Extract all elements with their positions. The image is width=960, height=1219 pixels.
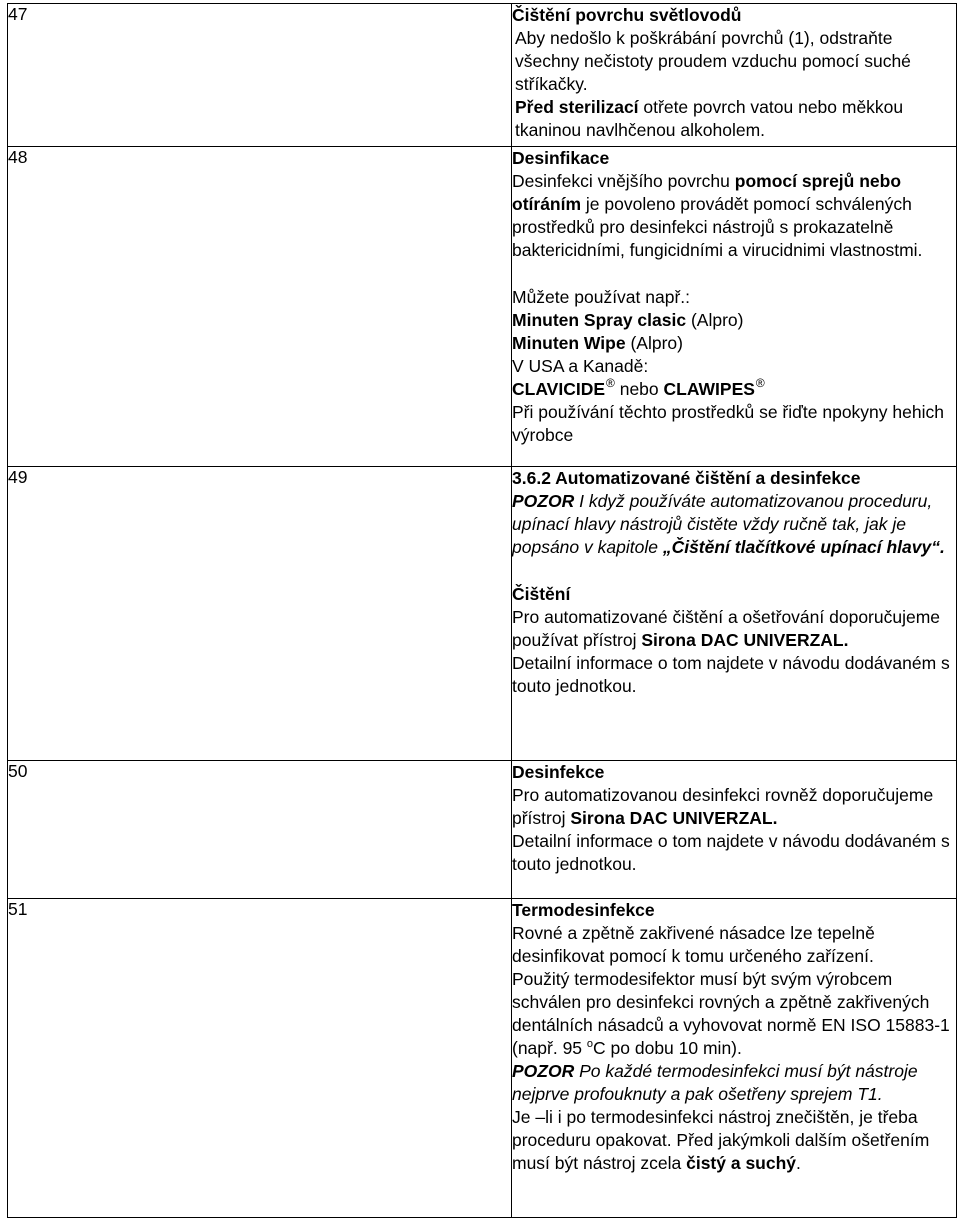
warning-word: POZOR bbox=[512, 1061, 575, 1081]
region-label: V USA a Kanadě: bbox=[512, 356, 649, 376]
paragraph: Detailní informace o tom najdete v návodu dodávaném s touto jednotkou. bbox=[512, 831, 950, 874]
can-use-label: Můžete používat např.: bbox=[512, 287, 691, 307]
text: Po každé termodesinfekci musí být nástroje nejprve profouknuty a pak ošetřeny sprejem T1. bbox=[512, 1061, 918, 1104]
row-number: 51 bbox=[8, 899, 512, 1218]
instructions-table bbox=[7, 3, 957, 1218]
section-title: Čištění povrchu světlovodů bbox=[512, 5, 742, 25]
paragraph bbox=[512, 170, 956, 262]
warning bbox=[512, 1060, 956, 1106]
text: Je –li i po termodesinfekci nástroj znečištěn, je třeba proceduru opakovat. Před jakýmkoli dalším ošetřením musí být nástroj zcela bbox=[512, 1107, 930, 1173]
paragraph: Rovné a zpětně zakřivené násadce lze tepelně desinfikovat pomocí k tomu určeného zařízení. bbox=[512, 923, 875, 966]
device-name: Sirona DAC UNIVERZAL. bbox=[641, 630, 849, 650]
product-item bbox=[512, 378, 956, 401]
product-name: Minuten Spray clasic bbox=[512, 310, 687, 330]
paragraph bbox=[512, 968, 956, 1060]
table-row bbox=[8, 761, 957, 899]
table-row bbox=[8, 147, 957, 467]
row-content bbox=[512, 147, 957, 467]
paragraph: Detailní informace o tom najdete v návodu dodávaném s touto jednotkou. bbox=[512, 653, 950, 696]
paragraph bbox=[512, 96, 956, 142]
subsection-title: Čištění bbox=[512, 584, 571, 604]
row-number: 47 bbox=[8, 4, 512, 147]
manufacturer: (Alpro) bbox=[686, 310, 744, 330]
paragraph bbox=[512, 1106, 956, 1175]
text: Použitý termodesifektor musí být svým výrobcem schválen pro desinfekci rovných a zpětně zakřivených dentálních násadců a vyhovovat normě EN ISO 15883-1 (např. 95 bbox=[512, 969, 950, 1058]
emphasis: čistý a suchý bbox=[686, 1153, 797, 1173]
row-number: 50 bbox=[8, 761, 512, 899]
row-content bbox=[512, 467, 957, 761]
row-content bbox=[512, 761, 957, 899]
manufacturer: (Alpro) bbox=[625, 333, 683, 353]
emphasis: Před sterilizací bbox=[515, 97, 639, 117]
row-content bbox=[512, 4, 957, 147]
paragraph: Aby nedošlo k poškrábání povrchů (1), odstraňte všechny nečistoty proudem vzduchu pomocí suché stříkačky. bbox=[515, 28, 911, 94]
text: I když používáte automatizovanou proceduru, upínací hlavy nástrojů čistěte vždy ručně tak, jak je popsáno v kapitole bbox=[512, 491, 933, 557]
product-name: CLAWIPES bbox=[663, 379, 755, 399]
section-title: Desinfekce bbox=[512, 762, 605, 782]
registered-symbol: ® bbox=[606, 376, 615, 390]
table-row bbox=[8, 4, 957, 147]
paragraph bbox=[512, 784, 956, 830]
section-title: Desinfikace bbox=[512, 148, 610, 168]
text: otřete povrch vatou nebo měkkou tkaninou navlhčenou alkoholem. bbox=[515, 97, 904, 140]
product-item bbox=[512, 332, 956, 355]
section-title: Termodesinfekce bbox=[512, 900, 655, 920]
product-name: CLAVICIDE bbox=[512, 379, 606, 399]
text: Desinfekci vnějšího povrchu bbox=[512, 171, 735, 191]
degree-superscript: o bbox=[586, 1038, 594, 1051]
device-name: Sirona DAC UNIVERZAL. bbox=[570, 808, 778, 828]
text: Pro automatizované čištění a ošetřování doporučujeme používat přístroj bbox=[512, 607, 941, 650]
table-row bbox=[8, 899, 957, 1218]
note: Při používání těchto prostředků se řiďte npokyny hehich výrobce bbox=[512, 402, 944, 445]
warning-word: POZOR bbox=[512, 491, 575, 511]
product-name: Minuten Wipe bbox=[512, 333, 626, 353]
table-row bbox=[8, 467, 957, 761]
row-content bbox=[512, 899, 957, 1218]
text: je povoleno provádět pomocí schválených prostředků pro desinfekci nástrojů s prokazatelně baktericidními, fungicidními a virucidnimi vlastnostmi. bbox=[512, 194, 923, 260]
text: nebo bbox=[614, 379, 664, 399]
row-number: 48 bbox=[8, 147, 512, 467]
text: . bbox=[796, 1153, 801, 1173]
warning bbox=[512, 490, 956, 559]
product-item bbox=[512, 309, 956, 332]
registered-symbol: ® bbox=[755, 376, 765, 390]
section-title: 3.6.2 Automatizované čištění a desinfekce bbox=[512, 468, 861, 488]
text: Pro automatizovanou desinfekci rovněž doporučujeme přístroj bbox=[512, 785, 934, 828]
row-number: 49 bbox=[8, 467, 512, 761]
paragraph bbox=[512, 606, 956, 652]
emphasis: pomocí sprejů nebo otíráním bbox=[512, 171, 902, 214]
chapter-reference: „Čištění tlačítkové upínací hlavy“. bbox=[662, 537, 945, 557]
text: C po dobu 10 min). bbox=[593, 1038, 742, 1058]
